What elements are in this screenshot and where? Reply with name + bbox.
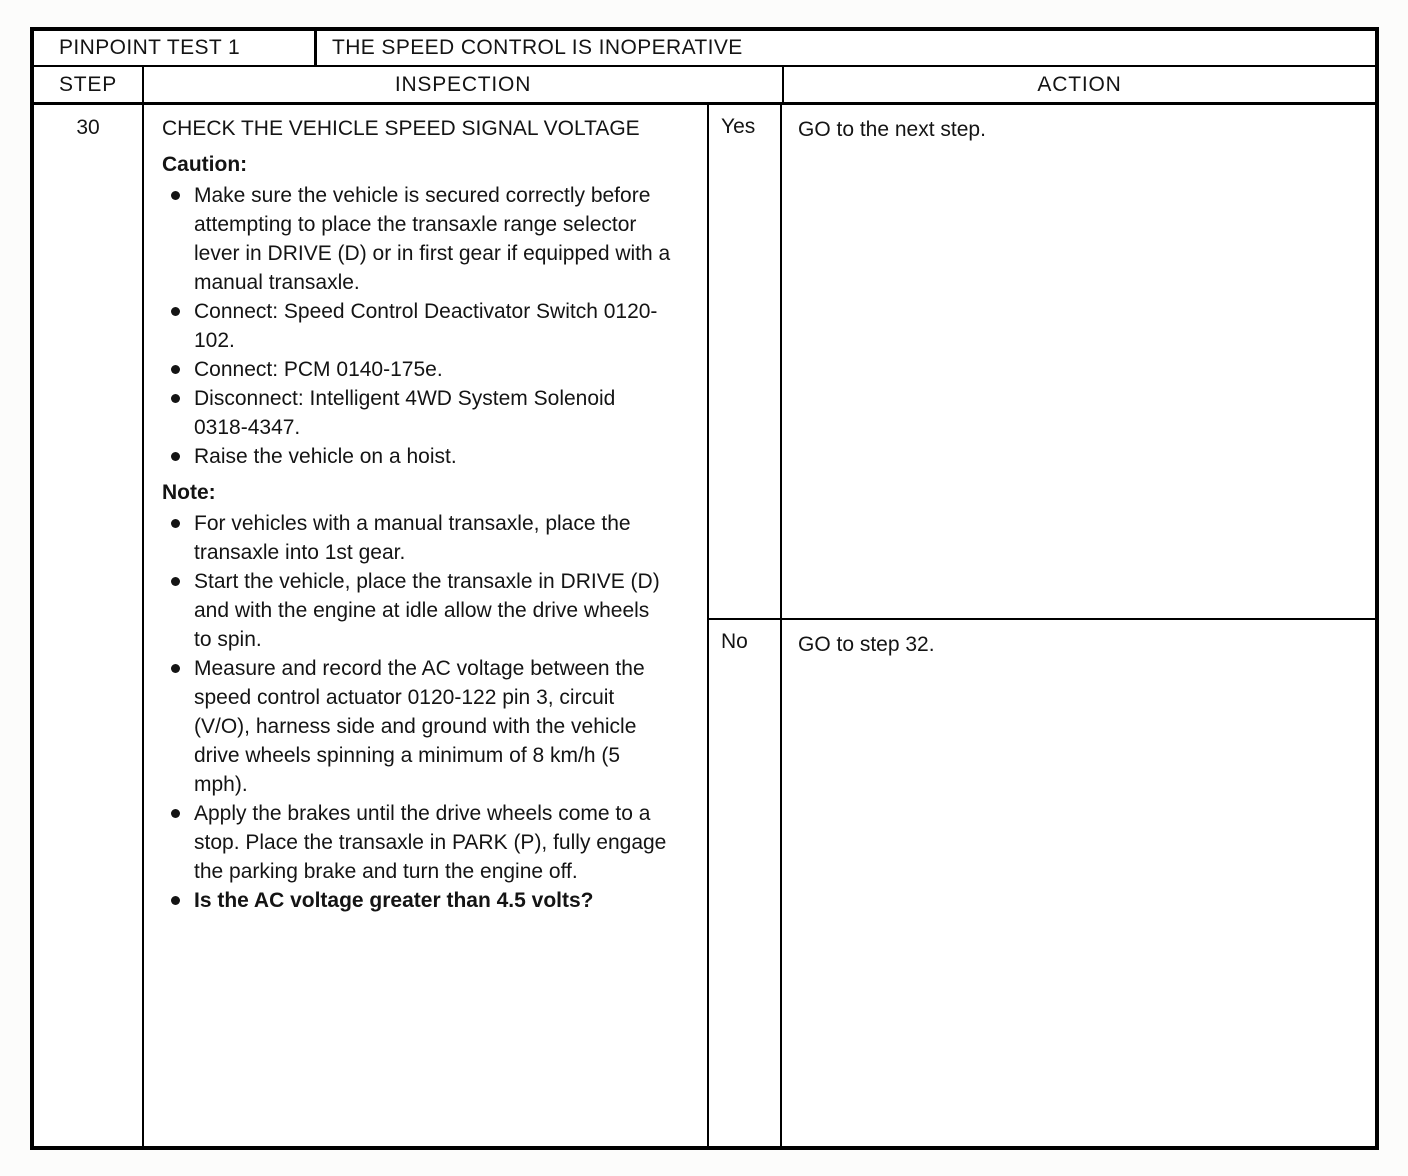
final-question: Is the AC voltage greater than 4.5 volts?	[162, 886, 671, 915]
answer-no-cell: No	[709, 620, 782, 1146]
step-row	[34, 105, 1375, 1146]
list-item: Apply the brakes until the drive wheels come to a stop. Place the transaxle in PARK (P), fully engage the parking brake and turn the engine off.	[162, 799, 671, 886]
table-title-row	[34, 31, 1375, 67]
action-column-header: ACTION	[1037, 72, 1122, 96]
inspection-heading: CHECK THE VEHICLE SPEED SIGNAL VOLTAGE	[162, 117, 640, 140]
list-item: Raise the vehicle on a hoist.	[162, 442, 671, 471]
list-item: Start the vehicle, place the transaxle in DRIVE (D) and with the engine at idle allow the drive wheels to spin.	[162, 567, 671, 654]
list-item: Make sure the vehicle is secured correctly before attempting to place the transaxle range selector lever in DRIVE (D) or in first gear if equipped with a manual transaxle.	[162, 181, 671, 297]
note-label: Note:	[162, 481, 216, 504]
list-item: Connect: Speed Control Deactivator Switch 0120-102.	[162, 297, 671, 355]
list-item: Connect: PCM 0140-175e.	[162, 355, 671, 384]
note-list	[162, 509, 671, 915]
step-number-cell: 30	[34, 105, 144, 1146]
pinpoint-test-table	[30, 27, 1379, 1150]
test-description-cell: THE SPEED CONTROL IS INOPERATIVE	[332, 36, 743, 59]
column-header-row	[34, 67, 1375, 105]
result-row-yes	[709, 105, 1375, 620]
result-row-no	[709, 620, 1375, 1146]
answer-yes-cell: Yes	[709, 105, 782, 618]
list-item: Measure and record the AC voltage between the speed control actuator 0120-122 pin 3, circuit (V/O), harness side and ground with the vehicle drive wheels spinning a minimum of 8 km/h (5 mph).	[162, 654, 671, 799]
inspection-cell	[144, 105, 709, 1146]
inspection-column-header: INSPECTION	[144, 67, 784, 102]
action-no-cell: GO to step 32.	[798, 633, 935, 656]
step-column-header: STEP	[34, 67, 144, 102]
caution-list	[162, 181, 671, 471]
list-item: For vehicles with a manual transaxle, place the transaxle into 1st gear.	[162, 509, 671, 567]
list-item: Disconnect: Intelligent 4WD System Solenoid 0318-4347.	[162, 384, 671, 442]
test-number-cell: PINPOINT TEST 1	[34, 31, 317, 65]
results-section	[709, 105, 1375, 1146]
caution-label: Caution:	[162, 153, 248, 176]
action-yes-cell: GO to the next step.	[798, 118, 986, 141]
